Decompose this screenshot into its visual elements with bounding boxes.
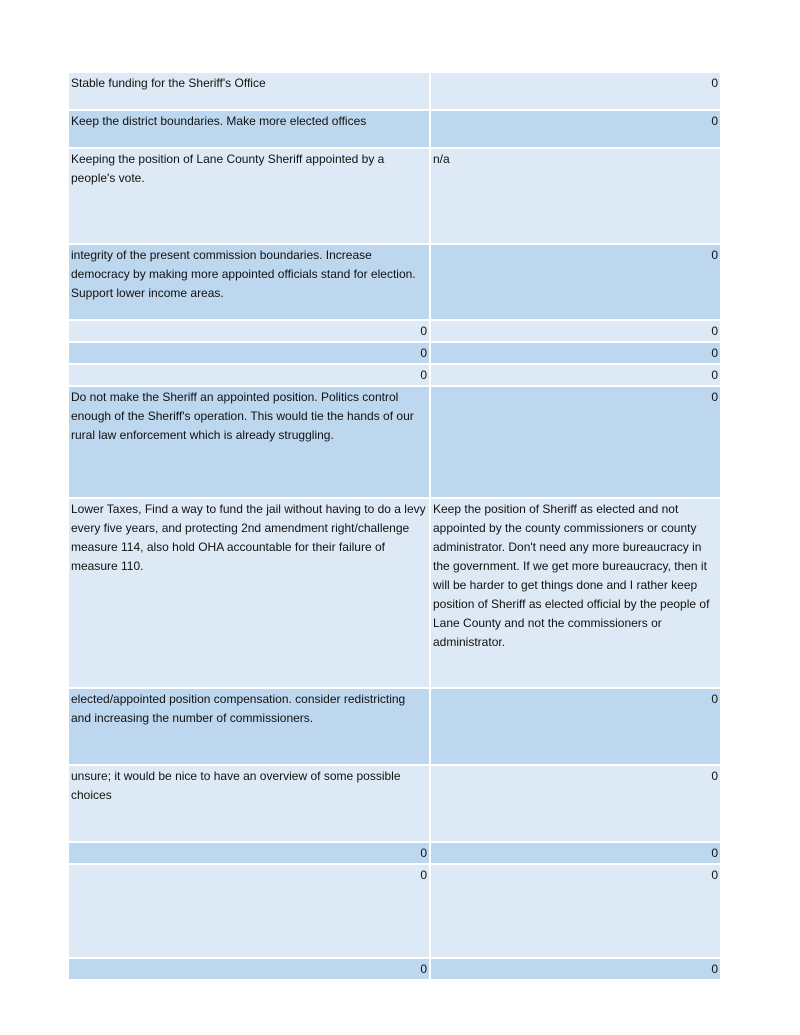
response-cell: 0 [430,342,721,364]
table-row [68,320,721,342]
table-row [68,364,721,386]
response-cell: 0 [430,110,721,148]
response-cell: 0 [68,842,430,864]
table-row [68,864,721,958]
response-cell: n/a [430,148,721,244]
response-cell: Keep the position of Sheriff as elected and not appointed by the county commissioners or county administrator. Don't need any more bureaucracy in the government. If we get more bureaucracy, then it will be harder to get things done and I rather keep position of Sheriff as elected official by the people of Lane County and not the commissioners or administrator. [430,498,721,688]
table-row [68,386,721,498]
response-cell: 0 [68,958,430,980]
table-row [68,498,721,688]
table-row [68,110,721,148]
response-cell: unsure; it would be nice to have an overview of some possible choices [68,765,430,842]
responses-table [67,71,722,981]
response-cell: 0 [430,364,721,386]
response-cell: Keeping the position of Lane County Sheriff appointed by a people's vote. [68,148,430,244]
response-cell: integrity of the present commission boundaries. Increase democracy by making more appointed officials stand for election. Support lower income areas. [68,244,430,320]
response-cell: 0 [68,320,430,342]
response-cell: Stable funding for the Sheriff's Office [68,72,430,110]
response-cell: 0 [430,72,721,110]
table-row [68,765,721,842]
table-row [68,688,721,765]
response-cell: 0 [430,958,721,980]
response-cell: 0 [430,320,721,342]
table-row [68,342,721,364]
table-row [68,244,721,320]
response-cell: Keep the district boundaries. Make more elected offices [68,110,430,148]
response-cell: 0 [430,244,721,320]
table-row [68,958,721,980]
response-cell: 0 [430,765,721,842]
response-cell: 0 [68,342,430,364]
response-cell: Do not make the Sheriff an appointed position. Politics control enough of the Sheriff's operation. This would tie the hands of our rural law enforcement which is already struggling. [68,386,430,498]
response-cell: Lower Taxes, Find a way to fund the jail without having to do a levy every five years, and protecting 2nd amendment right/challenge measure 114, also hold OHA accountable for their failure of measure 110. [68,498,430,688]
response-cell: 0 [68,864,430,958]
response-cell: 0 [68,364,430,386]
response-cell: elected/appointed position compensation. consider redistricting and increasing the number of commissioners. [68,688,430,765]
response-cell: 0 [430,864,721,958]
response-cell: 0 [430,386,721,498]
table-row [68,842,721,864]
survey-responses-sheet [67,71,720,981]
response-cell: 0 [430,688,721,765]
response-cell: 0 [430,842,721,864]
table-row [68,72,721,110]
table-row [68,148,721,244]
